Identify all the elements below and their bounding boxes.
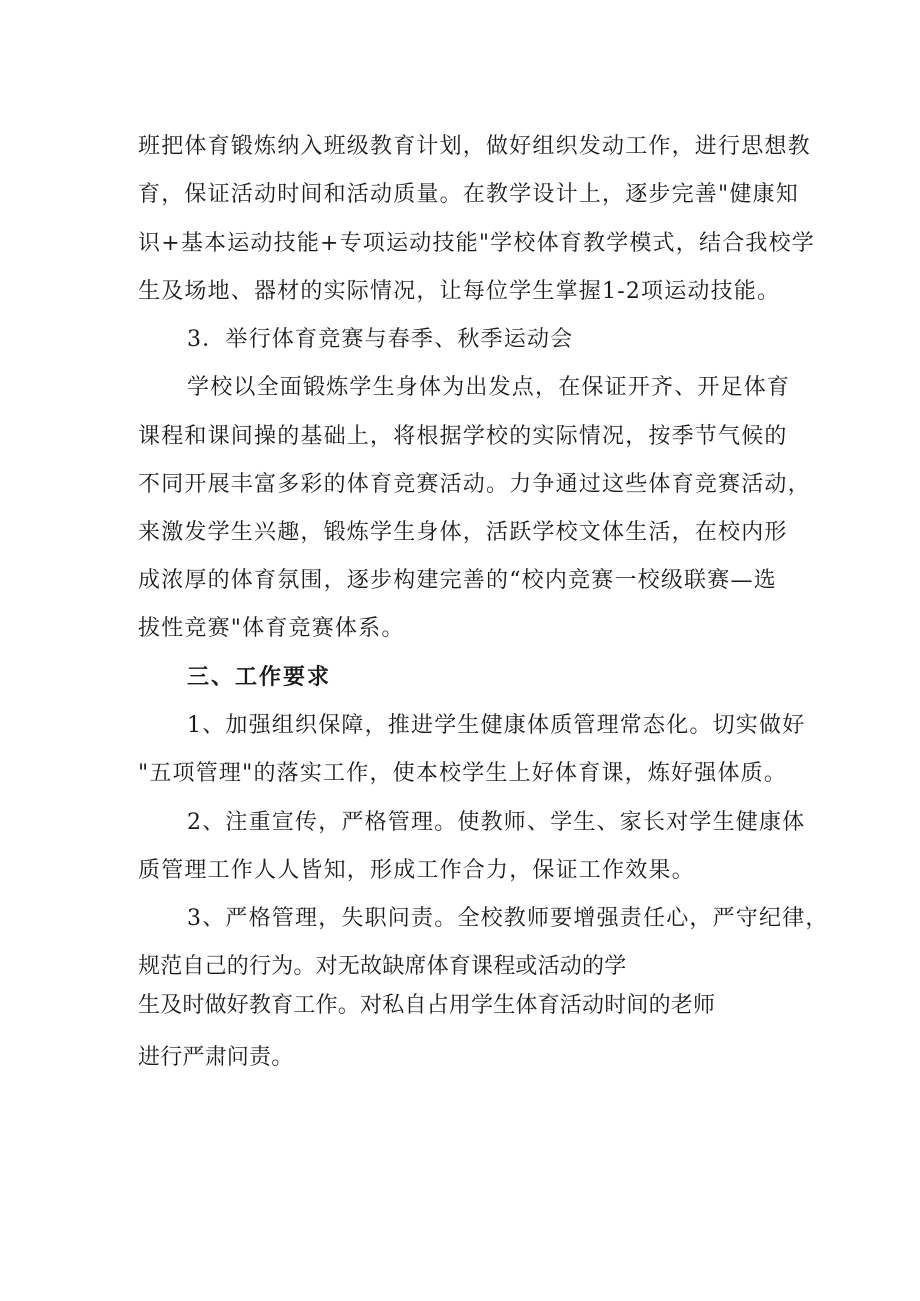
paragraph-2-line-2: 课程和课间操的基础上，将根据学校的实际情况，按季节气候的 <box>138 424 788 449</box>
paragraph-2-line-4: 来激发学生兴趣，锻炼学生身体，活跃学校文体生活，在校内形 <box>138 520 788 545</box>
requirement-3-line-1: 3、严格管理，失职问责。全校教师要增强责任心，严守纪律， <box>187 906 829 931</box>
paragraph-2-line-5: 成浓厚的体育氛围，逐步构建完善的“校内竞赛一校级联赛—选 <box>138 568 777 593</box>
paragraph-1-line-1: 班把体育锻炼纳入班级教育计划，做好组织发动工作，进行思想教 <box>138 134 811 159</box>
paragraph-2-line-3: 不同开展丰富多彩的体育竞赛活动。力争通过这些体育竞赛活动， <box>138 472 811 497</box>
requirement-2-line-1: 2、注重宣传，严格管理。使教师、学生、家长对学生健康体 <box>187 810 806 835</box>
paragraph-1-line-3: 识+基本运动技能+专项运动技能"学校体育教学模式，结合我校学 <box>138 231 815 256</box>
requirement-1-line-1: 1、加强组织保障，推进学生健康体质管理常态化。切实做好 <box>187 713 806 738</box>
requirement-2-line-2: 质管理工作人人皆知，形成工作合力，保证工作效果。 <box>138 858 695 883</box>
requirement-3-line-3: 生及时做好教育工作。对私自占用学生体育活动时间的老师 <box>138 993 716 1018</box>
paragraph-2-line-6: 拔性竞赛"体育竞赛体系。 <box>138 616 405 641</box>
paragraph-2-line-1: 学校以全面锻炼学生身体为出发点，在保证开齐、开足体育 <box>187 375 791 400</box>
requirement-3-line-2: 规范自己的行为。对无故缺席体育课程或活动的学 <box>138 954 627 979</box>
paragraph-1-line-2: 育，保证活动时间和活动质量。在教学设计上，逐步完善"健康知 <box>138 182 799 207</box>
section-heading: 三、工作要求 <box>187 665 332 690</box>
subheading-3: 3．举行体育竞赛与春季、秋季运动会 <box>187 327 574 352</box>
requirement-1-line-2: "五项管理"的落实工作，使本校学生上好体育课，炼好强体质。 <box>138 761 788 786</box>
requirement-3-line-4: 进行严肃问责。 <box>138 1045 294 1070</box>
paragraph-1-line-4: 生及场地、器材的实际情况，让每位学生掌握1-2项运动技能。 <box>138 279 781 304</box>
